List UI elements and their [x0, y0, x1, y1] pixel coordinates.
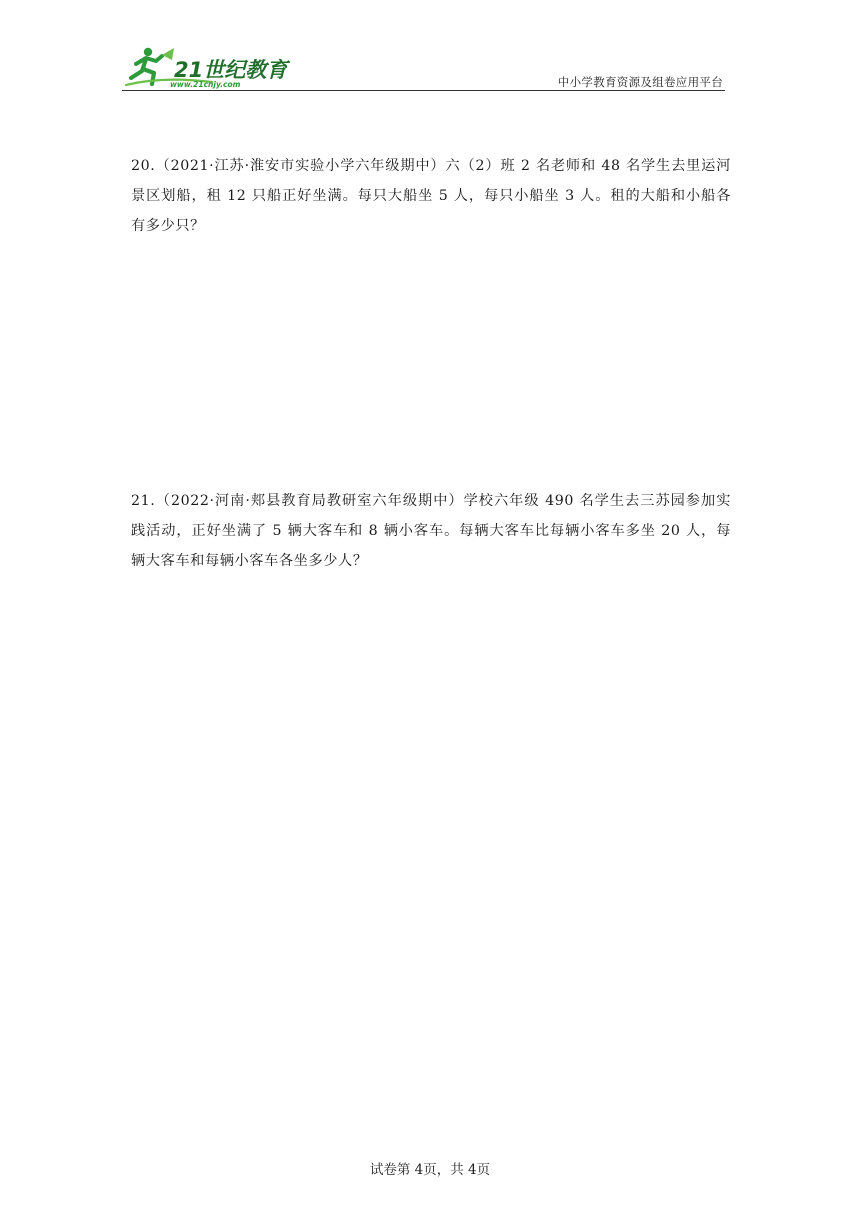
platform-tagline: 中小学教育资源及组卷应用平台	[557, 75, 723, 89]
question-21: 21.（2022·河南·郏县教育局教研室六年级期中）学校六年级 490 名学生去三苏园参加实践活动，正好坐满了 5 辆大客车和 8 辆小客车。每辆大客车比每辆小客车多坐 20 人，每辆大客车和每辆小客车各坐多少人？	[131, 493, 731, 569]
runner-logo-icon	[122, 40, 292, 90]
page-header	[122, 40, 725, 90]
brand-logo	[122, 40, 292, 90]
header-divider	[122, 90, 725, 91]
page-number: 试卷第 4页，共 4页	[369, 1162, 491, 1178]
logo-wordmark: 21世纪教育	[174, 58, 288, 82]
question-20: 20.（2021·江苏·淮安市实验小学六年级期中）六（2）班 2 名老师和 48 名学生去里运河景区划船，租 12 只船正好坐满。每只大船坐 5 人，每只小船坐 3 人。租的大船和小船各有多少只？	[131, 158, 731, 234]
logo-url: www.21cnjy.com	[170, 80, 241, 89]
